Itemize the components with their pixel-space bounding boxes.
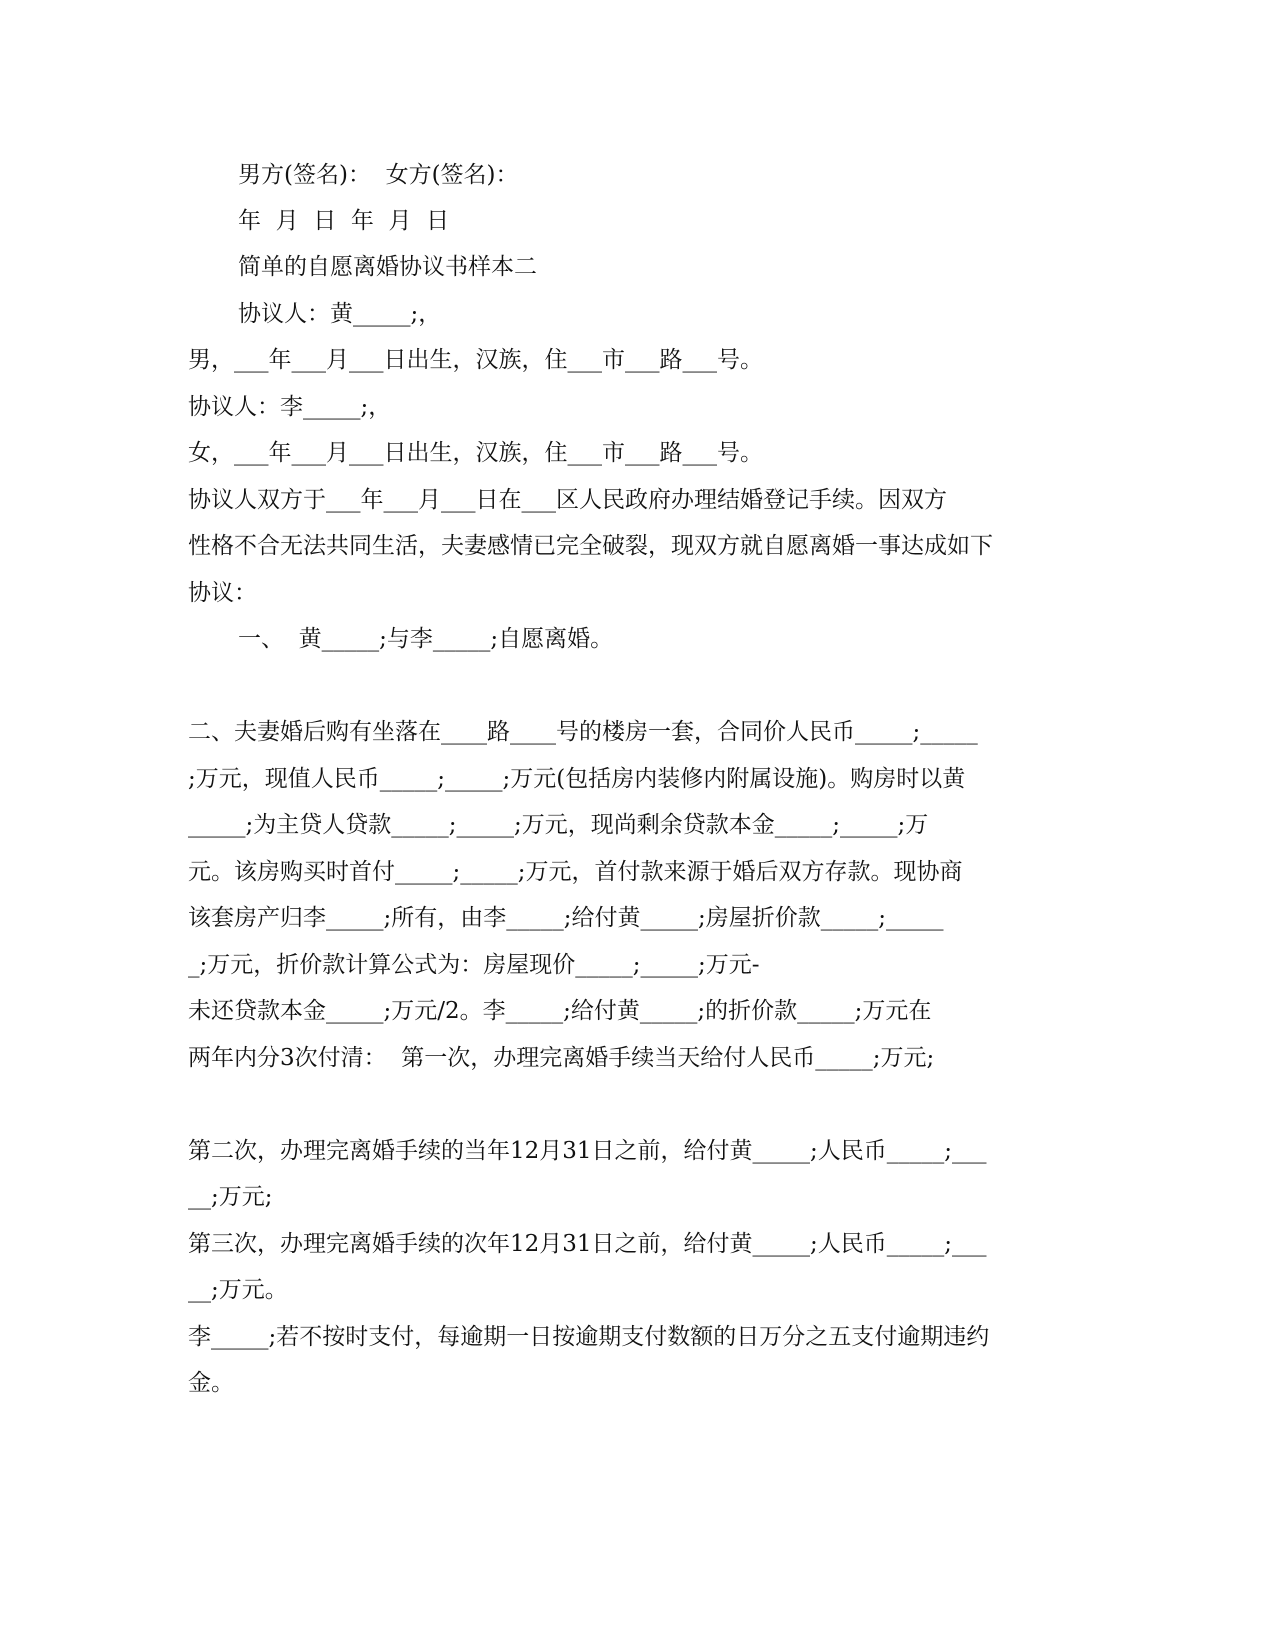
second-payment-line-2: __;万元; [188,1184,273,1210]
clause-two-line-4: 元。该房购买时首付_____;_____;万元，首付款来源于婚后双方存款。现协商 [188,859,963,885]
third-payment-line-1: 第三次，办理完离婚手续的次年12月31日之前，给付黄_____;人民币_____;___ [188,1231,987,1257]
party-one-line: 协议人：黄_____;， [238,301,442,327]
party-one-details: 男，___年___月___日出生，汉族，住___市___路___号。 [188,347,763,373]
signature-line: 男方(签名)： 女方(签名)： [238,162,519,188]
intro-line-2: 性格不合无法共同生活，夫妻感情已完全破裂，现双方就自愿离婚一事达成如下 [188,533,993,559]
clause-one: 一、 黄_____;与李_____;自愿离婚。 [238,626,614,652]
second-payment-line-1: 第二次，办理完离婚手续的当年12月31日之前，给付黄_____;人民币_____;___ [188,1138,987,1164]
third-payment-line-2: __;万元。 [188,1277,288,1303]
clause-two-line-3: _____;为主贷人贷款_____;_____;万元，现尚剩余贷款本金_____;_____;万 [188,812,929,838]
intro-line-1: 协议人双方于___年___月___日在___区人民政府办理结婚登记手续。因双方 [188,487,947,513]
clause-two-line-6: _;万元，折价款计算公式为：房屋现价_____;_____;万元- [188,952,760,978]
party-two-details: 女，___年___月___日出生，汉族，住___市___路___号。 [188,440,763,466]
penalty-line-1: 李_____;若不按时支付，每逾期一日按逾期支付数额的日万分之五支付逾期违约 [188,1324,990,1350]
clause-two-line-5: 该套房产归李_____;所有，由李_____;给付黄_____;房屋折价款_____;_____ [188,905,944,931]
clause-two-line-7: 未还贷款本金_____;万元/2。李_____;给付黄_____;的折价款_____;万元在 [188,998,932,1024]
party-two-line: 协议人：李_____;， [188,394,392,420]
penalty-line-2: 金。 [188,1370,234,1396]
clause-two-line-2: ;万元，现值人民币_____;_____;万元(包括房内装修内附属设施)。购房时以黄 [188,766,966,792]
sample-title: 简单的自愿离婚协议书样本二 [238,254,537,280]
clause-two-line-8: 两年内分3次付清： 第一次，办理完离婚手续当天给付人民币_____;万元; [188,1045,935,1071]
date-line: 年 月 日 年 月 日 [238,208,450,234]
intro-line-3: 协议： [188,580,257,606]
clause-two-line-1: 二、夫妻婚后购有坐落在____路____号的楼房一套，合同价人民币_____;_____ [188,719,978,745]
